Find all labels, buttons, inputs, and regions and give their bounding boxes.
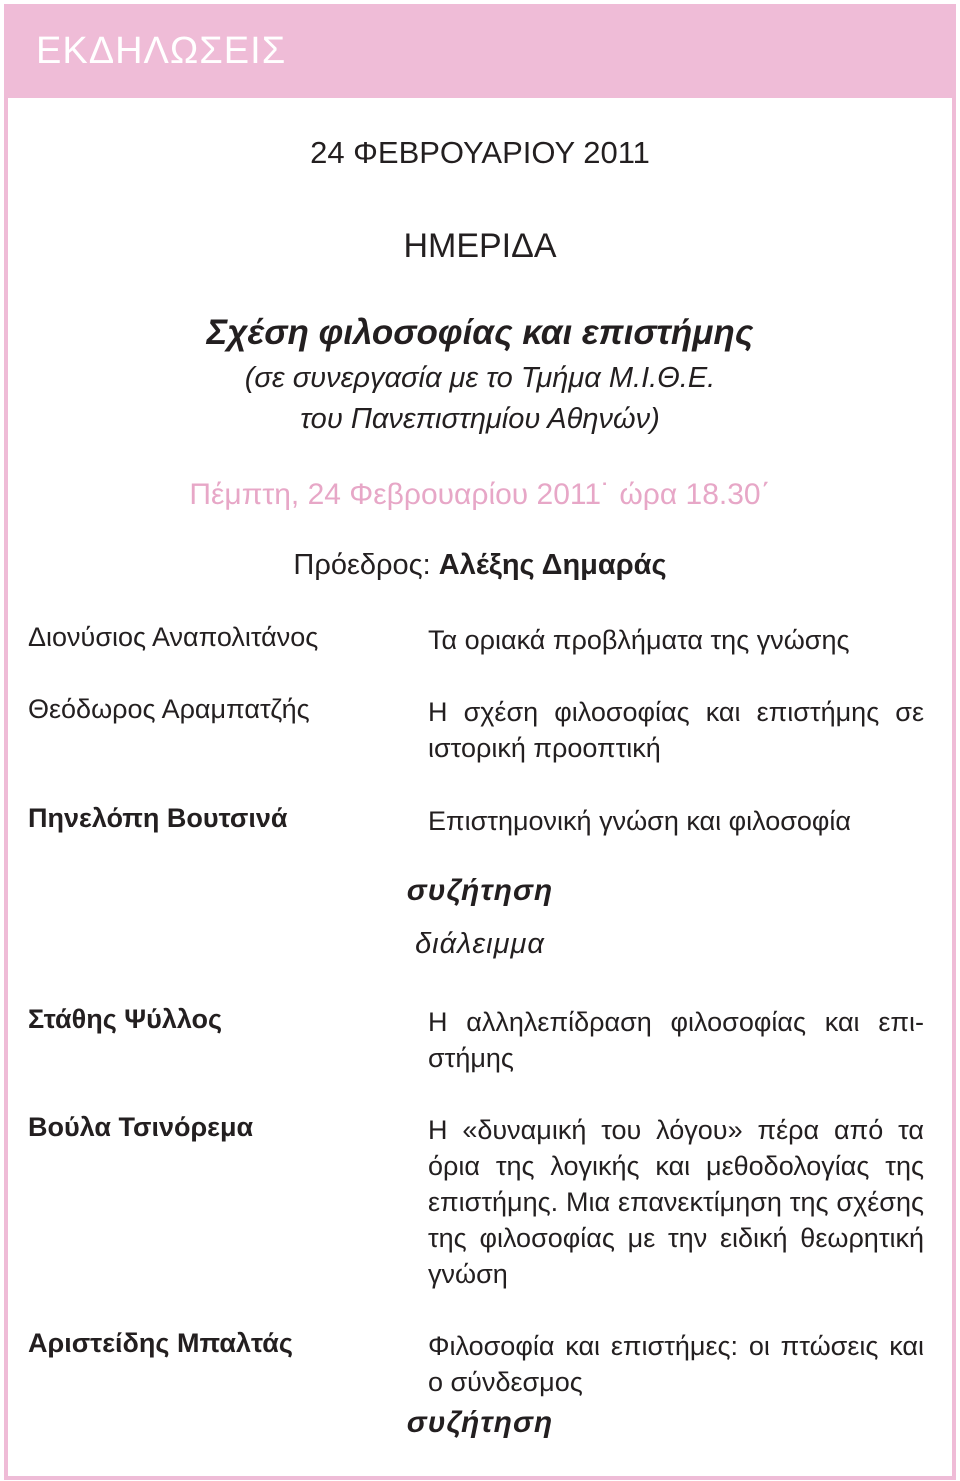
event-type: ΗΜΕΡΙΔΑ bbox=[403, 227, 557, 265]
event-topic: Σχέση φιλοσοφίας και επιστήμης bbox=[206, 313, 754, 352]
speaker-name: Βούλα Τσινόρεμα bbox=[28, 1112, 254, 1142]
talk-title: Τα οριακά προβλήματα της γνώσης bbox=[428, 625, 850, 655]
page-frame bbox=[4, 4, 956, 1480]
talk-title: Η σχέση φιλοσοφίας και επιστήμης σε ιστορική προοπτική bbox=[428, 697, 924, 763]
event-date: 24 ΦΕΒΡΟΥΑΡΙΟΥ 2011 bbox=[310, 135, 650, 170]
talk-title: Επιστημονική γνώση και φιλοσοφία bbox=[428, 806, 852, 836]
header-banner bbox=[8, 8, 952, 98]
speaker-name: Αριστείδης Μπαλτάς bbox=[28, 1328, 293, 1358]
break-label: διάλειμμα bbox=[415, 928, 545, 960]
chair-name: Αλέξης Δημαράς bbox=[438, 549, 667, 581]
collaboration-note bbox=[8, 358, 952, 440]
talk-title: Η «δυναμική του λόγου» πέρα από τα όρια της λογικής και μεθοδολογίας της επιστήμης. Μια επανεκτίμηση της σχέσης της φιλοσοφίας με την ειδική θεωρητική γνώση bbox=[428, 1115, 924, 1289]
discussion-label: συζήτηση bbox=[406, 874, 554, 907]
speaker-name: Θεόδωρος Αραμπατζής bbox=[28, 694, 310, 724]
talk-title: Φιλοσοφία και επιστήμες: οι πτώσεις και ο σύνδεσμος bbox=[428, 1331, 924, 1397]
speaker-name: Στάθης Ψύλλος bbox=[28, 1004, 223, 1034]
collaboration-line-2: του Πανεπιστημίου Αθηνών) bbox=[300, 403, 660, 435]
discussion-label: συζήτηση bbox=[406, 1406, 554, 1439]
chair-label: Πρόεδρος: bbox=[293, 549, 431, 581]
section-title: ΕΚΔΗΛΩΣΕΙΣ bbox=[36, 30, 287, 72]
speaker-name: Πηνελόπη Βουτσινά bbox=[28, 803, 288, 833]
chair-line bbox=[8, 549, 952, 582]
collaboration-line-1: (σε συνεργασία με το Τμήμα Μ.Ι.Θ.Ε. bbox=[244, 362, 716, 394]
speaker-name: Διονύσιος Αναπολιτάνος bbox=[28, 622, 319, 652]
talk-title: Η αλληλεπίδραση φιλοσοφίας και επι-στήμης bbox=[428, 1007, 924, 1073]
event-datetime: Πέμπτη, 24 Φεβρουαρίου 2011˙ ώρα 18.30΄ bbox=[189, 478, 771, 511]
